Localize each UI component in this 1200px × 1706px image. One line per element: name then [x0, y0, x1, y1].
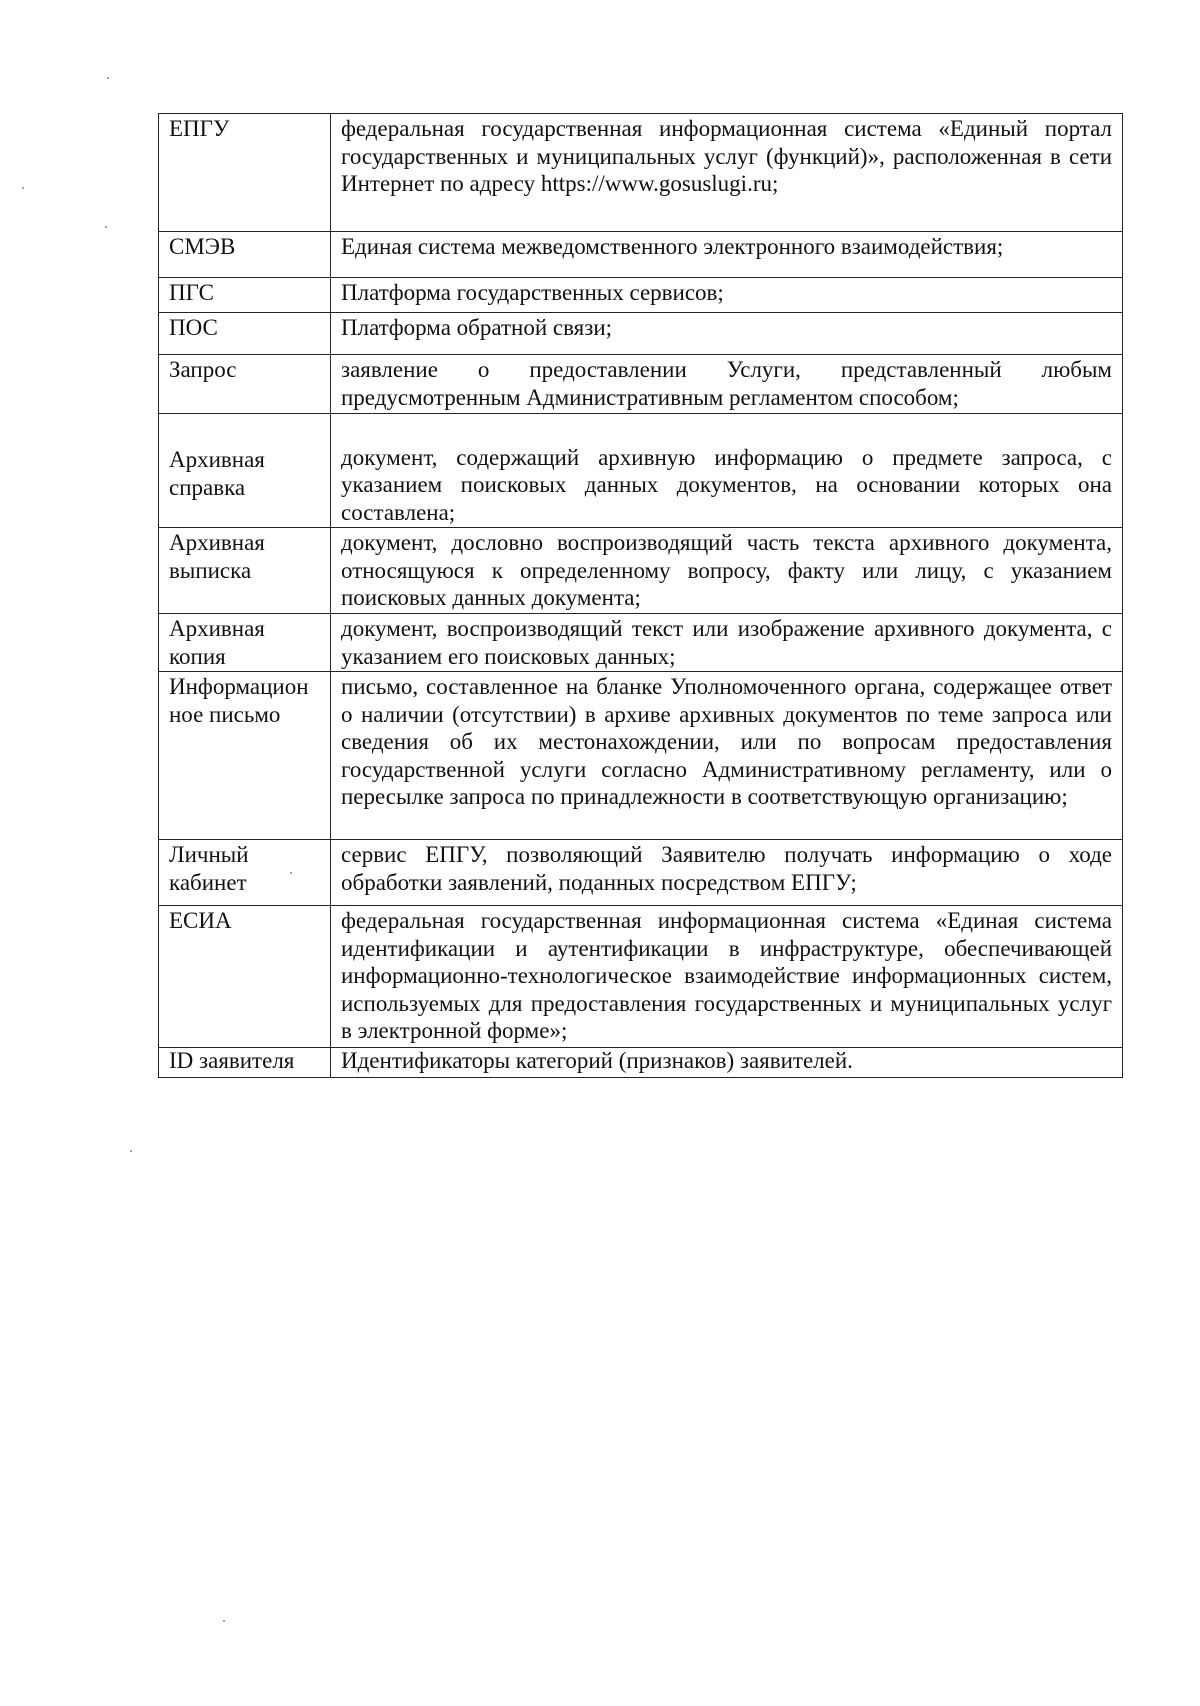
term-cell: Информационное письмо — [159, 672, 331, 840]
term-cell: Архивная справка — [159, 414, 331, 528]
term-cell: Личный кабинет — [159, 840, 331, 906]
term-cell: ID заявителя — [159, 1048, 331, 1078]
scan-speck — [130, 1150, 132, 1152]
table-row — [159, 614, 1123, 672]
term-cell: Архивная копия — [159, 614, 331, 672]
table-row — [159, 528, 1123, 614]
term-cell: СМЭВ — [159, 232, 331, 278]
table-row — [159, 313, 1123, 355]
scan-speck — [223, 1620, 225, 1622]
table-row — [159, 232, 1123, 278]
definition-cell: федеральная государственная информационная система «Единая система идентификации и аутентификации в инфраструктуре, обеспечивающей информационно-технологическое взаимодействие информационных систем, используемых для предоставления государственных и муниципальных услуг в электронной форме»; — [331, 906, 1123, 1048]
definition-cell: документ, воспроизводящий текст или изображение архивного документа, с указанием его поисковых данных; — [331, 614, 1123, 672]
scan-speck — [107, 77, 109, 79]
definition-cell: письмо, составленное на бланке Уполномоченного органа, содержащее ответ о наличии (отсутствии) в архиве архивных документов по теме запроса или сведения об их местонахождении, или по вопросам предоставления государственной услуги согласно Административному регламенту, или о пересылке запроса по принадлежности в соответствующую организацию; — [331, 672, 1123, 840]
term-cell: Запрос — [159, 355, 331, 414]
term-cell: ЕПГУ — [159, 114, 331, 232]
scan-speck — [22, 187, 24, 189]
definition-cell: федеральная государственная информационная система «Единый портал государственных и муниципальных услуг (функций)», расположенная в сети Интернет по адресу https://www.gosuslugi.ru; — [331, 114, 1123, 232]
scan-speck — [105, 226, 107, 228]
table-row — [159, 672, 1123, 840]
term-cell: Архивная выписка — [159, 528, 331, 614]
term-cell: ЕСИА — [159, 906, 331, 1048]
definition-cell: документ, содержащий архивную информацию о предмете запроса, с указанием поисковых данных документов, на основании которых она составлена; — [331, 414, 1123, 528]
table-row — [159, 840, 1123, 906]
table-row — [159, 355, 1123, 414]
term-cell: ПГС — [159, 278, 331, 313]
terms-table — [158, 113, 1123, 1078]
table-row — [159, 278, 1123, 313]
definition-cell: сервис ЕПГУ, позволяющий Заявителю получать информацию о ходе обработки заявлений, поданных посредством ЕПГУ; — [331, 840, 1123, 906]
term-cell: ПОС — [159, 313, 331, 355]
table-row — [159, 414, 1123, 528]
definition-cell: Единая система межведомственного электронного взаимодействия; — [331, 232, 1123, 278]
definition-cell: документ, дословно воспроизводящий часть текста архивного документа, относящуюся к определенному вопросу, факту или лицу, с указанием поисковых данных документа; — [331, 528, 1123, 614]
definition-cell: Идентификаторы категорий (признаков) заявителей. — [331, 1048, 1123, 1078]
definition-cell: Платформа обратной связи; — [331, 313, 1123, 355]
definition-cell: Платформа государственных сервисов; — [331, 278, 1123, 313]
table-row — [159, 114, 1123, 232]
table-row — [159, 906, 1123, 1048]
table-row — [159, 1048, 1123, 1078]
definition-cell: заявление о предоставлении Услуги, представленный любым предусмотренным Административным регламентом способом; — [331, 355, 1123, 414]
